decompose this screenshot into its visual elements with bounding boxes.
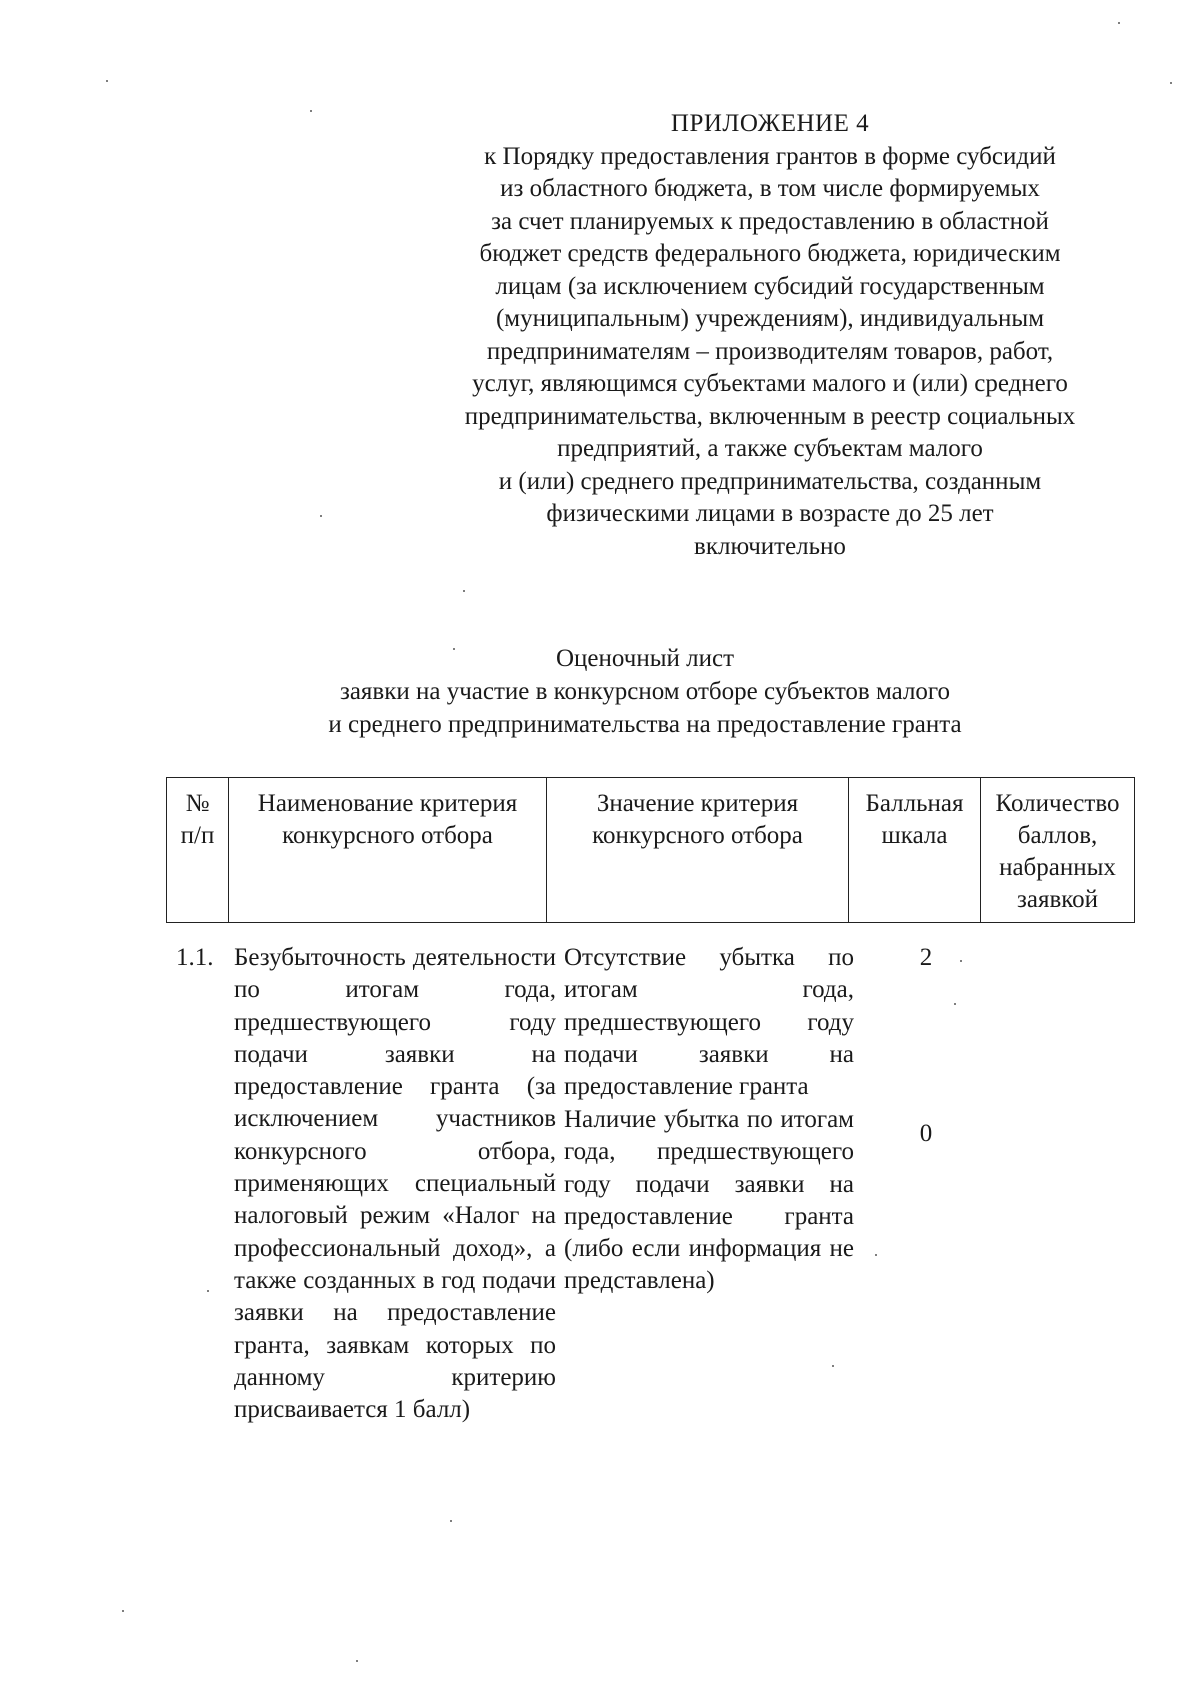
row-number: 1.1. bbox=[176, 944, 214, 971]
criterion-name: Безубыточность деятельности по итогам года, предшествующего году подачи заявки на предоставление гранта (за исключением участников конкурсного отбора, применяющих специальный налоговый режим «Налог на профессиональный доход», а также созданных в год подачи заявки на предоставление гранта, заявкам которых по данному критерию присваивается 1 балл) bbox=[234, 944, 556, 1424]
scan-speck bbox=[960, 960, 962, 962]
appendix-line: (муниципальным) учреждениям), индивидуальным bbox=[495, 305, 1045, 332]
table-header-row bbox=[167, 778, 1135, 923]
score-value: 2 bbox=[919, 944, 933, 971]
header-cell-number: № п/п bbox=[167, 778, 229, 923]
criteria-table-header bbox=[166, 777, 1135, 923]
appendix-line: предпринимательства, включенным в реестр социальных bbox=[464, 402, 1076, 430]
appendix-line: за счет планируемых к предоставлению в областной bbox=[491, 207, 1049, 235]
appendix-line: бюджет средств федерального бюджета, юридическим bbox=[479, 240, 1061, 267]
scan-speck bbox=[832, 1365, 834, 1367]
scan-speck bbox=[356, 1660, 358, 1662]
appendix-line: предприятий, а также субъектам малого bbox=[557, 435, 983, 462]
scan-speck bbox=[1170, 82, 1172, 84]
scan-speck bbox=[320, 515, 322, 517]
header-cell-points: Количество баллов, набранных заявкой bbox=[981, 778, 1135, 923]
criterion-value-option: Отсутствие убытка по итогам года, предшествующего году подачи заявки на предоставление гранта bbox=[564, 944, 854, 1101]
appendix-line: услуг, являющимся субъектами малого и (или) среднего bbox=[472, 370, 1068, 397]
sheet-subtitle-line: заявки на участие в конкурсном отборе субъектов малого bbox=[339, 678, 951, 705]
sheet-title: Оценочный лист bbox=[555, 645, 734, 672]
criterion-value-option: Наличие убытка по итогам года, предшествующего году подачи заявки на предоставление гранта (либо если информация не представлена) bbox=[564, 1106, 854, 1295]
appendix-title: ПРИЛОЖЕНИЕ 4 bbox=[670, 110, 870, 137]
scan-speck bbox=[106, 80, 108, 82]
header-cell-scale: Балльная шкала bbox=[849, 778, 981, 923]
score-value: 0 bbox=[919, 1120, 933, 1147]
scan-speck bbox=[310, 110, 312, 112]
header-cell-value: Значение критерия конкурсного отбора bbox=[547, 778, 849, 923]
sheet-subtitle-line: и среднего предпринимательства на предоставление гранта bbox=[328, 711, 962, 738]
scan-speck bbox=[453, 648, 455, 650]
scan-speck bbox=[207, 1290, 209, 1292]
appendix-header bbox=[420, 108, 1120, 563]
appendix-line: к Порядку предоставления грантов в форме субсидий bbox=[484, 142, 1056, 170]
appendix-line: из областного бюджета, в том числе формируемых bbox=[500, 175, 1040, 202]
scan-speck bbox=[954, 1003, 956, 1005]
scan-speck bbox=[875, 1254, 877, 1256]
scan-speck bbox=[1118, 22, 1120, 24]
scan-speck bbox=[463, 590, 465, 592]
header-cell-criterion: Наименование критерия конкурсного отбора bbox=[229, 778, 547, 923]
appendix-line: предпринимателям – производителям товаров, работ, bbox=[486, 337, 1054, 365]
appendix-line: физическими лицами в возрасте до 25 лет bbox=[546, 500, 994, 527]
appendix-line: лицам (за исключением субсидий государственным bbox=[495, 272, 1045, 300]
scan-speck bbox=[122, 1610, 124, 1612]
sheet-title-block bbox=[250, 642, 1040, 741]
appendix-line: и (или) среднего предпринимательства, созданным bbox=[498, 467, 1042, 495]
scan-speck bbox=[450, 1520, 452, 1522]
appendix-line: включительно bbox=[694, 532, 846, 560]
